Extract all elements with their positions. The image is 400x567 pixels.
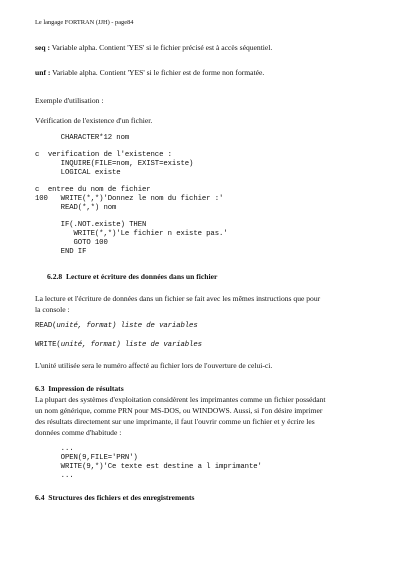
syntax-args: unité, format) liste de variables xyxy=(60,341,202,349)
paragraph-line: La lecture et l'écriture de données dans un fichier se fait avec les mêmes instructions que pour xyxy=(35,294,321,303)
paragraph-line: un nom générique, comme PRN pour MS-DOS, ou WINDOWS. Aussi, si l'on désire imprimer xyxy=(35,406,323,415)
code-line: GOTO 100 xyxy=(35,239,108,247)
write-syntax xyxy=(35,342,202,349)
code-line: IF(.NOT.existe) THEN xyxy=(35,221,147,229)
example-subheading: Vérification de l'existence d'un fichier. xyxy=(35,116,153,125)
code-line: READ(*,*) nom xyxy=(35,204,117,212)
definition-desc: Variable alpha. Contient 'YES' si le fichier précisé est à accès séquentiel. xyxy=(49,43,273,52)
code-line: LOGICAL existe xyxy=(35,169,121,177)
code-line: OPEN(9,FILE='PRN') xyxy=(35,454,138,462)
code-line: WRITE(9,*)'Ce texte est destine a l imprimante' xyxy=(35,463,262,471)
paragraph-line: la console : xyxy=(35,305,70,314)
section-title-6-2-8: 6.2.8 Lecture et écriture des données dans un fichier xyxy=(47,272,218,281)
code-line: c entree du nom de fichier xyxy=(35,186,151,194)
definition-unf xyxy=(35,69,264,77)
read-syntax xyxy=(35,323,198,330)
definition-seq xyxy=(35,44,272,52)
definition-desc: Variable alpha. Contient 'YES' si le fichier est de forme non formatée. xyxy=(50,68,265,77)
code-line: 100 WRITE(*,*)'Donnez le nom du fichier :' xyxy=(35,195,224,203)
code-line: ... xyxy=(35,472,74,480)
code-line: CHARACTER*12 nom xyxy=(35,134,130,142)
definition-term: unf : xyxy=(35,68,51,77)
paragraph-line: La plupart des systèmes d'exploitation considèrent les imprimantes comme un fichier possédant xyxy=(35,395,326,404)
definition-term: seq : xyxy=(35,43,50,52)
section-title-6-3: 6.3 Impression de résultats xyxy=(35,384,124,393)
code-line: c verification de l'existence : xyxy=(35,151,172,159)
example-heading: Exemple d'utilisation : xyxy=(35,96,104,105)
code-line: END IF xyxy=(35,248,87,256)
syntax-args: unité, format) liste de variables xyxy=(56,322,198,330)
code-line: WRITE(*,*)'Le fichier n existe pas.' xyxy=(35,230,228,238)
paragraph-line: des résultats directement sur une imprimante, il faut l'ouvrir comme un fichier et y écrire les xyxy=(35,417,315,426)
code-line: ... xyxy=(35,445,74,453)
syntax-keyword: READ( xyxy=(35,322,57,330)
page-header: Le langage FORTRAN (JJH) - page84 xyxy=(35,19,134,26)
section-title-6-4: 6.4 Structures des fichiers et des enregistrements xyxy=(35,493,195,502)
unit-note: L'unité utilisée sera le numéro affecté au fichier lors de l'ouverture de celui-ci. xyxy=(35,361,273,370)
syntax-keyword: WRITE( xyxy=(35,341,61,349)
paragraph-line: données comme d'habitude : xyxy=(35,428,122,437)
code-line: INQUIRE(FILE=nom, EXIST=existe) xyxy=(35,160,194,168)
